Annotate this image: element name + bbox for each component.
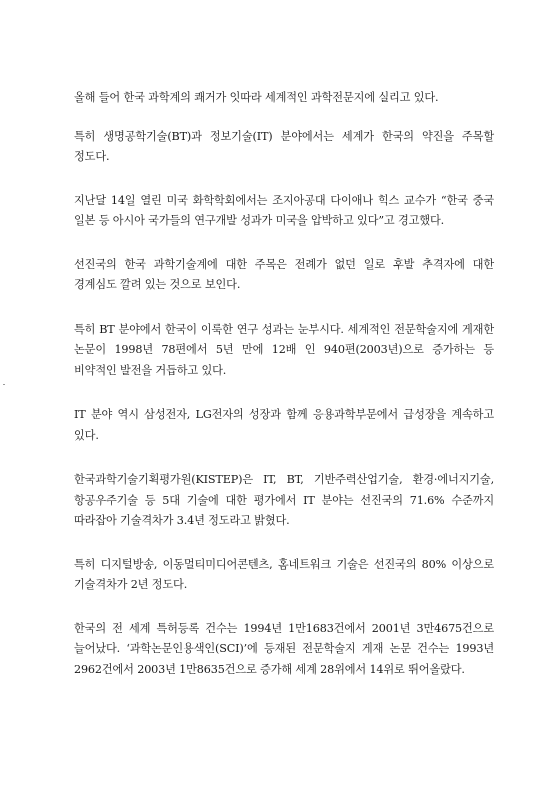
paragraph: 특히 BT 분야에서 한국이 이룩한 연구 성과는 눈부시다. 세계적인 전문학술지에 게재한 논문이 1998년 78편에서 5년 만에 12배 인 940편(2003년)으로 증가하는 등 비약적인 발전을 거듭하고 있다.	[74, 322, 494, 377]
paragraph: 특히 생명공학기술(BT)과 정보기술(IT) 분야에서는 세계가 한국의 약진을 주목할 정도다.	[74, 129, 494, 163]
paragraph: 선진국의 한국 과학기술계에 대한 주목은 전례가 없던 일로 후발 추격자에 대한 경계심도 깔려 있는 것으로 보인다.	[74, 257, 494, 291]
paragraph: 특히 디지털방송, 이동멀티미디어콘텐츠, 홈네트워크 기술은 선진국의 80% 이상으로 기술격차가 2년 정도다.	[74, 557, 494, 591]
paragraph: 한국과학기술기획평가원(KISTEP)은 IT, BT, 기반주력산업기술, 환경·에너지기술, 항공우주기술 등 5대 기술에 대한 평가에서 IT 분야는 선진국의 71.6% 수준까지 따라잡아 기술격차가 3.4년 정도라고 밝혔다.	[74, 473, 494, 527]
scan-edge-mark	[3, 384, 5, 385]
paragraph: IT 분야 역시 삼성전자, LG전자의 성장과 함께 응용과학부문에서 급성장을 계속하고 있다.	[74, 408, 494, 442]
article-body	[74, 88, 494, 680]
paragraph: 올해 들어 한국 과학계의 쾌거가 잇따라 세계적인 과학전문지에 실리고 있다.	[74, 91, 439, 104]
paragraph: 지난달 14일 열린 미국 화학학회에서는 조지아공대 다이애나 힉스 교수가 “한국 중국 일본 등 아시아 국가들의 연구개발 성과가 미국을 압박하고 있다”고 경고했다.	[74, 193, 494, 227]
paragraph: 한국의 전 세계 특허등록 건수는 1994년 1만1683건에서 2001년 3만4675건으로 늘어났다. ‘과학논문인용색인(SCI)’에 등재된 전문학술지 게재 논문 건수는 1993년 2962건에서 2003년 1만8635건으로 증가해 세계 28위에서 14위로 뛰어올랐다.	[74, 621, 494, 676]
